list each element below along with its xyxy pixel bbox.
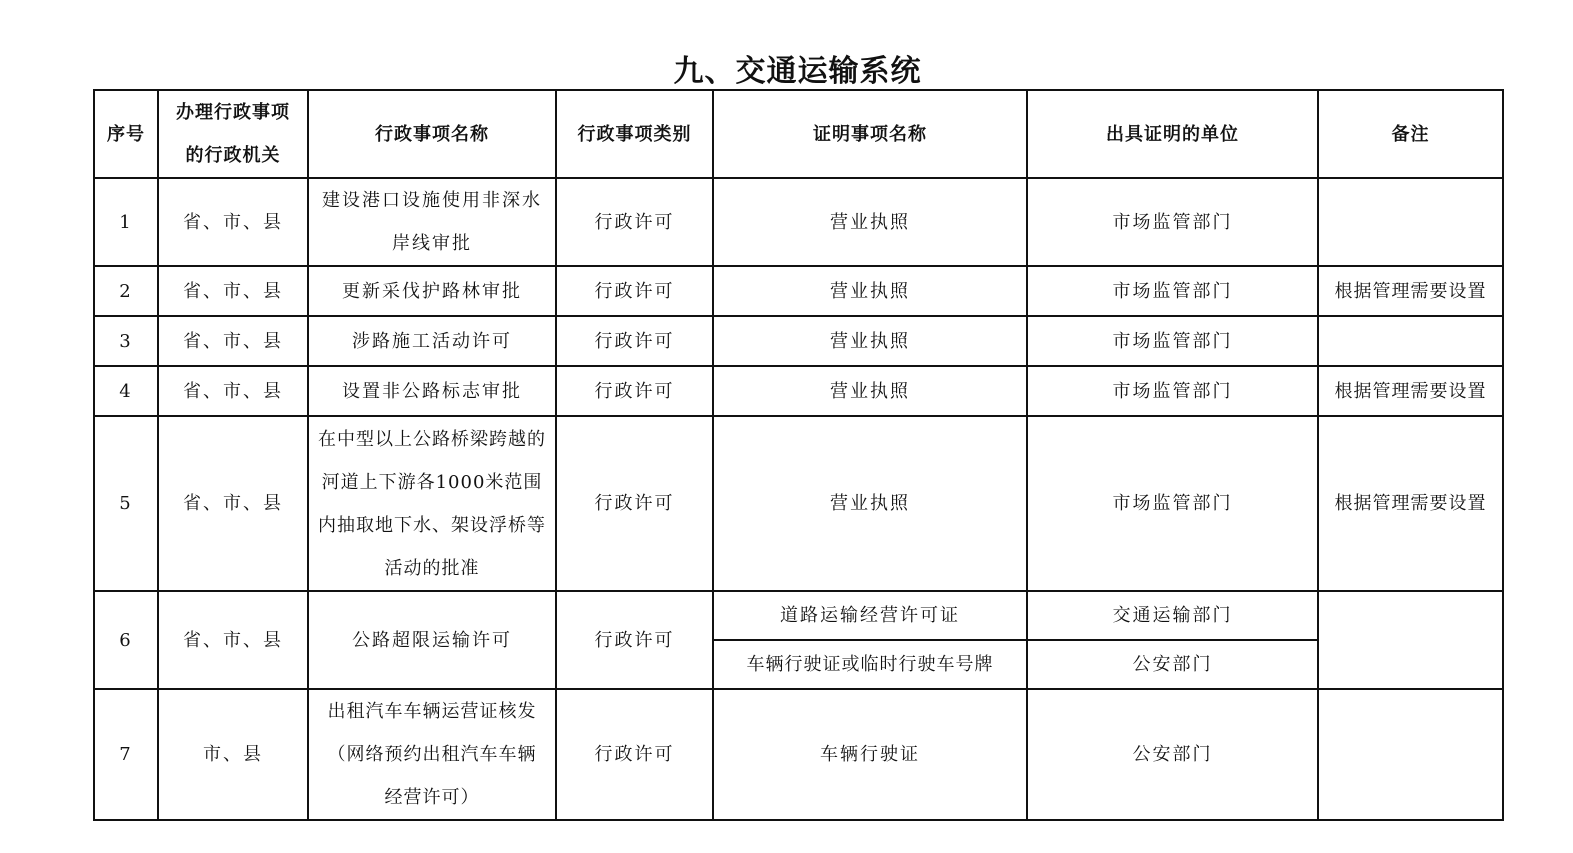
cell-item-name: 设置非公路标志审批 [308, 366, 556, 416]
cell-proof-name: 车辆行驶证 [713, 689, 1027, 820]
cell-remark [1318, 591, 1503, 689]
cell-remark [1318, 178, 1503, 266]
cell-item-name: 公路超限运输许可 [308, 591, 556, 689]
cell-item-name: 建设港口设施使用非深水岸线审批 [308, 178, 556, 266]
header-item-type: 行政事项类别 [556, 90, 713, 178]
cell-proof-name: 道路运输经营许可证 [713, 591, 1027, 640]
table-header-row [94, 90, 1503, 178]
cell-authority: 省、市、县 [158, 178, 308, 266]
cell-item-name: 更新采伐护路林审批 [308, 266, 556, 316]
header-proof-name: 证明事项名称 [713, 90, 1027, 178]
table-row [94, 316, 1503, 366]
cell-no: 5 [94, 416, 158, 591]
header-authority: 办理行政事项的行政机关 [158, 90, 308, 178]
cell-no: 1 [94, 178, 158, 266]
cell-no: 4 [94, 366, 158, 416]
cell-issuer: 市场监管部门 [1027, 316, 1318, 366]
cell-proof-name: 营业执照 [713, 266, 1027, 316]
cell-authority: 市、县 [158, 689, 308, 820]
cell-authority: 省、市、县 [158, 366, 308, 416]
cell-item-type: 行政许可 [556, 266, 713, 316]
cell-remark [1318, 316, 1503, 366]
cell-item-type: 行政许可 [556, 366, 713, 416]
cell-proof-name: 营业执照 [713, 416, 1027, 591]
cell-no: 3 [94, 316, 158, 366]
cell-issuer: 交通运输部门 [1027, 591, 1318, 640]
cell-item-type: 行政许可 [556, 178, 713, 266]
cell-authority: 省、市、县 [158, 316, 308, 366]
cell-issuer: 市场监管部门 [1027, 366, 1318, 416]
table-row [94, 591, 1503, 640]
cell-remark: 根据管理需要设置 [1318, 366, 1503, 416]
cell-proof-name: 营业执照 [713, 178, 1027, 266]
cell-item-name: 涉路施工活动许可 [308, 316, 556, 366]
cell-authority: 省、市、县 [158, 266, 308, 316]
cell-authority: 省、市、县 [158, 416, 308, 591]
cell-item-name: 在中型以上公路桥梁跨越的河道上下游各1000米范围内抽取地下水、架设浮桥等活动的批准 [308, 416, 556, 591]
cell-issuer: 市场监管部门 [1027, 178, 1318, 266]
page-title: 九、交通运输系统 [673, 54, 922, 89]
cell-item-name: 出租汽车车辆运营证核发（网络预约出租汽车车辆经营许可） [308, 689, 556, 820]
cell-issuer: 公安部门 [1027, 640, 1318, 689]
cell-issuer: 市场监管部门 [1027, 266, 1318, 316]
cell-remark [1318, 689, 1503, 820]
cell-remark: 根据管理需要设置 [1318, 266, 1503, 316]
table-row [94, 178, 1503, 266]
table-row [94, 266, 1503, 316]
header-no: 序号 [94, 90, 158, 178]
cell-item-type: 行政许可 [556, 316, 713, 366]
cell-item-type: 行政许可 [556, 689, 713, 820]
cell-no: 6 [94, 591, 158, 689]
cell-authority: 省、市、县 [158, 591, 308, 689]
cell-item-type: 行政许可 [556, 591, 713, 689]
table-row [94, 689, 1503, 820]
table-row [94, 416, 1503, 591]
cell-proof-name: 车辆行驶证或临时行驶车号牌 [713, 640, 1027, 689]
cell-no: 7 [94, 689, 158, 820]
cell-item-type: 行政许可 [556, 416, 713, 591]
cell-issuer: 公安部门 [1027, 689, 1318, 820]
proof-items-table [93, 89, 1504, 821]
cell-proof-name: 营业执照 [713, 366, 1027, 416]
table-row [94, 366, 1503, 416]
cell-remark: 根据管理需要设置 [1318, 416, 1503, 591]
header-issuer: 出具证明的单位 [1027, 90, 1318, 178]
header-item-name: 行政事项名称 [308, 90, 556, 178]
cell-issuer: 市场监管部门 [1027, 416, 1318, 591]
cell-proof-name: 营业执照 [713, 316, 1027, 366]
cell-no: 2 [94, 266, 158, 316]
header-remark: 备注 [1318, 90, 1503, 178]
